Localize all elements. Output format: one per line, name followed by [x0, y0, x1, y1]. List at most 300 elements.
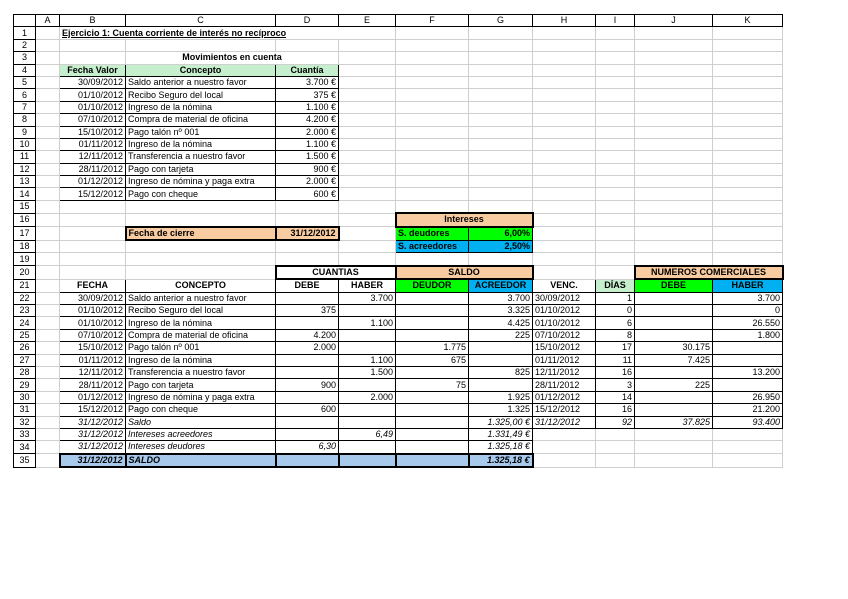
- cell[interactable]: [596, 27, 635, 39]
- row-header[interactable]: 10: [14, 138, 36, 150]
- cell[interactable]: [396, 188, 469, 200]
- row-header[interactable]: 19: [14, 253, 36, 266]
- main-haber[interactable]: 1.100: [339, 317, 396, 329]
- deudores-fecha[interactable]: 31/12/2012: [60, 441, 126, 454]
- movimientos-title[interactable]: Movimientos en cuenta: [126, 52, 339, 64]
- cell[interactable]: [713, 138, 783, 150]
- cell[interactable]: [36, 253, 60, 266]
- main-nc-debe[interactable]: [635, 404, 713, 416]
- cell[interactable]: [635, 76, 713, 88]
- main-venc[interactable]: 07/10/2012: [533, 329, 596, 341]
- cell[interactable]: [533, 76, 596, 88]
- main-deudor[interactable]: 75: [396, 379, 469, 391]
- main-venc[interactable]: 28/11/2012: [533, 379, 596, 391]
- cell[interactable]: [635, 454, 713, 467]
- cell[interactable]: [396, 114, 469, 126]
- row-header[interactable]: 3: [14, 52, 36, 64]
- cell[interactable]: [533, 188, 596, 200]
- main-dias[interactable]: 3: [596, 379, 635, 391]
- main-fecha[interactable]: 12/11/2012: [60, 366, 126, 378]
- cell[interactable]: [339, 188, 396, 200]
- cell[interactable]: [36, 114, 60, 126]
- main-venc[interactable]: 01/10/2012: [533, 304, 596, 316]
- mov-concepto[interactable]: Ingreso de la nómina: [126, 101, 276, 113]
- acreedores-label[interactable]: S. acreedores: [396, 240, 469, 253]
- main-debe[interactable]: [276, 354, 339, 366]
- saldo-deudor[interactable]: [396, 416, 469, 428]
- cell[interactable]: [469, 200, 533, 213]
- row-header[interactable]: 5: [14, 76, 36, 88]
- cell[interactable]: [36, 329, 60, 341]
- row-header[interactable]: 8: [14, 114, 36, 126]
- main-fecha[interactable]: 01/11/2012: [60, 354, 126, 366]
- cell[interactable]: [713, 200, 783, 213]
- cell[interactable]: [635, 114, 713, 126]
- row-header[interactable]: 9: [14, 126, 36, 138]
- cell[interactable]: [713, 428, 783, 440]
- cell[interactable]: [469, 176, 533, 188]
- cell[interactable]: [36, 391, 60, 403]
- main-dias[interactable]: 0: [596, 304, 635, 316]
- row-header[interactable]: 1: [14, 27, 36, 39]
- mov-cuantia[interactable]: 375 €: [276, 89, 339, 101]
- cell[interactable]: [60, 213, 126, 226]
- saldo-concepto[interactable]: Saldo: [126, 416, 276, 428]
- mov-fecha[interactable]: 01/11/2012: [60, 138, 126, 150]
- final-debe[interactable]: [276, 454, 339, 467]
- cell[interactable]: [713, 39, 783, 51]
- cell[interactable]: [635, 27, 713, 39]
- row-header[interactable]: 29: [14, 379, 36, 391]
- cell[interactable]: [339, 101, 396, 113]
- cell[interactable]: [596, 266, 635, 279]
- cell[interactable]: [713, 52, 783, 64]
- cell[interactable]: [36, 27, 60, 39]
- main-nc-haber[interactable]: 26.550: [713, 317, 783, 329]
- cell[interactable]: [635, 253, 713, 266]
- mov-fecha[interactable]: 01/12/2012: [60, 176, 126, 188]
- main-nc-debe[interactable]: [635, 304, 713, 316]
- main-deudor[interactable]: 675: [396, 354, 469, 366]
- main-haber[interactable]: 3.700: [339, 292, 396, 304]
- cell[interactable]: [36, 304, 60, 316]
- cell[interactable]: [339, 151, 396, 163]
- header-fecha-valor[interactable]: Fecha Valor: [60, 64, 126, 76]
- cell[interactable]: [533, 39, 596, 51]
- deudores-debe[interactable]: 6,30: [276, 441, 339, 454]
- cell[interactable]: [533, 126, 596, 138]
- main-haber[interactable]: [339, 329, 396, 341]
- deudores-deudor[interactable]: [396, 441, 469, 454]
- cell[interactable]: [469, 126, 533, 138]
- main-concepto[interactable]: Ingreso de nómina y paga extra: [126, 391, 276, 403]
- mov-cuantia[interactable]: 1.100 €: [276, 138, 339, 150]
- cell[interactable]: [533, 227, 596, 240]
- main-nc-debe[interactable]: [635, 317, 713, 329]
- cell[interactable]: [713, 227, 783, 240]
- main-haber[interactable]: [339, 379, 396, 391]
- cell[interactable]: [635, 428, 713, 440]
- main-acreedor[interactable]: 3.325: [469, 304, 533, 316]
- main-concepto[interactable]: Saldo anterior a nuestro favor: [126, 292, 276, 304]
- cell[interactable]: [596, 39, 635, 51]
- column-header[interactable]: C: [126, 15, 276, 27]
- final-acreedor[interactable]: 1.325,18 €: [469, 454, 533, 467]
- cell[interactable]: [596, 441, 635, 454]
- column-header[interactable]: A: [36, 15, 60, 27]
- cell[interactable]: [60, 200, 126, 213]
- cell[interactable]: [596, 227, 635, 240]
- main-nc-debe[interactable]: 7.425: [635, 354, 713, 366]
- header-debe[interactable]: DEBE: [276, 279, 339, 292]
- main-acreedor[interactable]: 1.925: [469, 391, 533, 403]
- mov-fecha[interactable]: 12/11/2012: [60, 151, 126, 163]
- main-acreedor[interactable]: 4.425: [469, 317, 533, 329]
- cell[interactable]: [36, 227, 60, 240]
- main-fecha[interactable]: 15/10/2012: [60, 342, 126, 354]
- cell[interactable]: [635, 240, 713, 253]
- cell[interactable]: [713, 101, 783, 113]
- cell[interactable]: [469, 163, 533, 175]
- cell[interactable]: [396, 151, 469, 163]
- deudores-label[interactable]: S. deudores: [396, 227, 469, 240]
- cell[interactable]: [396, 126, 469, 138]
- main-acreedor[interactable]: 225: [469, 329, 533, 341]
- mov-fecha[interactable]: 15/10/2012: [60, 126, 126, 138]
- main-nc-haber[interactable]: 0: [713, 304, 783, 316]
- cell[interactable]: [36, 342, 60, 354]
- intereses-title[interactable]: Intereses: [396, 213, 533, 226]
- header-cuantias[interactable]: CUANTIAS: [276, 266, 396, 279]
- saldo-venc[interactable]: 31/12/2012: [533, 416, 596, 428]
- cell[interactable]: [533, 101, 596, 113]
- header-nc-debe[interactable]: DEBE: [635, 279, 713, 292]
- main-haber[interactable]: 1.100: [339, 354, 396, 366]
- mov-cuantia[interactable]: 900 €: [276, 163, 339, 175]
- deudores-haber[interactable]: [339, 441, 396, 454]
- main-nc-debe[interactable]: [635, 329, 713, 341]
- row-header[interactable]: 32: [14, 416, 36, 428]
- main-debe[interactable]: 900: [276, 379, 339, 391]
- header-nc-haber[interactable]: HABER: [713, 279, 783, 292]
- cell[interactable]: [635, 89, 713, 101]
- main-haber[interactable]: [339, 342, 396, 354]
- main-concepto[interactable]: Ingreso de la nómina: [126, 317, 276, 329]
- cell[interactable]: [469, 89, 533, 101]
- main-nc-haber[interactable]: 13.200: [713, 366, 783, 378]
- row-header[interactable]: 11: [14, 151, 36, 163]
- main-venc[interactable]: 12/11/2012: [533, 366, 596, 378]
- deudores-value[interactable]: 6,00%: [469, 227, 533, 240]
- main-dias[interactable]: 8: [596, 329, 635, 341]
- main-haber[interactable]: 2.000: [339, 391, 396, 403]
- row-header[interactable]: 34: [14, 441, 36, 454]
- cell[interactable]: [713, 163, 783, 175]
- row-header[interactable]: 23: [14, 304, 36, 316]
- main-fecha[interactable]: 15/12/2012: [60, 404, 126, 416]
- acreedores-fecha[interactable]: 31/12/2012: [60, 428, 126, 440]
- main-acreedor[interactable]: [469, 379, 533, 391]
- cell[interactable]: [533, 266, 596, 279]
- main-acreedor[interactable]: [469, 342, 533, 354]
- mov-cuantia[interactable]: 3.700 €: [276, 76, 339, 88]
- main-dias[interactable]: 16: [596, 366, 635, 378]
- cell[interactable]: [533, 114, 596, 126]
- acreedores-value[interactable]: 2,50%: [469, 240, 533, 253]
- final-fecha[interactable]: 31/12/2012: [60, 454, 126, 467]
- row-header[interactable]: 21: [14, 279, 36, 292]
- row-header[interactable]: 12: [14, 163, 36, 175]
- row-header[interactable]: 24: [14, 317, 36, 329]
- cell[interactable]: [596, 138, 635, 150]
- row-header[interactable]: 33: [14, 428, 36, 440]
- cell[interactable]: [36, 126, 60, 138]
- column-header[interactable]: H: [533, 15, 596, 27]
- cell[interactable]: [339, 114, 396, 126]
- cell[interactable]: [469, 39, 533, 51]
- cell[interactable]: [469, 76, 533, 88]
- cell[interactable]: [36, 366, 60, 378]
- main-concepto[interactable]: Recibo Seguro del local: [126, 304, 276, 316]
- column-header[interactable]: E: [339, 15, 396, 27]
- cell[interactable]: [60, 240, 126, 253]
- main-deudor[interactable]: [396, 292, 469, 304]
- header-concepto[interactable]: Concepto: [126, 64, 276, 76]
- cell[interactable]: [396, 163, 469, 175]
- cell[interactable]: [533, 240, 596, 253]
- cell[interactable]: [596, 76, 635, 88]
- cell[interactable]: [713, 454, 783, 467]
- main-haber[interactable]: [339, 304, 396, 316]
- main-debe[interactable]: 375: [276, 304, 339, 316]
- row-header[interactable]: 35: [14, 454, 36, 467]
- cell[interactable]: [596, 151, 635, 163]
- main-haber[interactable]: 1.500: [339, 366, 396, 378]
- sheet-title[interactable]: Ejercicio 1: Cuenta corriente de interés no recíproco: [60, 27, 396, 39]
- cell[interactable]: [533, 52, 596, 64]
- saldo-dias[interactable]: 92: [596, 416, 635, 428]
- main-acreedor[interactable]: 1.325: [469, 404, 533, 416]
- acreedores-deudor[interactable]: [396, 428, 469, 440]
- saldo-nc-debe[interactable]: 37.825: [635, 416, 713, 428]
- cell[interactable]: [36, 89, 60, 101]
- cell[interactable]: [713, 213, 783, 226]
- cell[interactable]: [635, 151, 713, 163]
- main-debe[interactable]: [276, 391, 339, 403]
- cell[interactable]: [635, 126, 713, 138]
- cell[interactable]: [36, 52, 60, 64]
- cell[interactable]: [36, 138, 60, 150]
- column-header[interactable]: D: [276, 15, 339, 27]
- cell[interactable]: [36, 151, 60, 163]
- cell[interactable]: [596, 126, 635, 138]
- column-header[interactable]: G: [469, 15, 533, 27]
- cell[interactable]: [36, 404, 60, 416]
- main-concepto[interactable]: Pago con cheque: [126, 404, 276, 416]
- cell[interactable]: [713, 240, 783, 253]
- cell[interactable]: [339, 253, 396, 266]
- acreedores-acreedor[interactable]: 1.331,49 €: [469, 428, 533, 440]
- saldo-fecha[interactable]: 31/12/2012: [60, 416, 126, 428]
- cell[interactable]: [596, 200, 635, 213]
- cell[interactable]: [36, 200, 60, 213]
- header-saldo[interactable]: SALDO: [396, 266, 533, 279]
- select-all-corner[interactable]: [14, 15, 36, 27]
- cell[interactable]: [276, 213, 339, 226]
- cell[interactable]: [36, 101, 60, 113]
- main-haber[interactable]: [339, 404, 396, 416]
- main-nc-haber[interactable]: [713, 379, 783, 391]
- main-dias[interactable]: 17: [596, 342, 635, 354]
- saldo-acreedor[interactable]: 1.325,00 €: [469, 416, 533, 428]
- mov-cuantia[interactable]: 600 €: [276, 188, 339, 200]
- main-nc-debe[interactable]: [635, 366, 713, 378]
- cell[interactable]: [126, 240, 276, 253]
- cell[interactable]: [596, 253, 635, 266]
- main-venc[interactable]: 01/12/2012: [533, 391, 596, 403]
- cell[interactable]: [533, 454, 596, 467]
- fecha-cierre-label[interactable]: Fecha de cierre: [126, 227, 276, 240]
- cell[interactable]: [469, 151, 533, 163]
- main-nc-haber[interactable]: 3.700: [713, 292, 783, 304]
- mov-cuantia[interactable]: 4.200 €: [276, 114, 339, 126]
- mov-cuantia[interactable]: 2.000 €: [276, 126, 339, 138]
- row-header[interactable]: 2: [14, 39, 36, 51]
- main-debe[interactable]: [276, 292, 339, 304]
- acreedores-concepto[interactable]: Intereses acreedores: [126, 428, 276, 440]
- final-deudor[interactable]: [396, 454, 469, 467]
- row-header[interactable]: 22: [14, 292, 36, 304]
- cell[interactable]: [396, 39, 469, 51]
- cell[interactable]: [533, 89, 596, 101]
- cell[interactable]: [396, 138, 469, 150]
- main-nc-debe[interactable]: [635, 391, 713, 403]
- cell[interactable]: [596, 188, 635, 200]
- cell[interactable]: [596, 163, 635, 175]
- cell[interactable]: [533, 441, 596, 454]
- cell[interactable]: [126, 39, 276, 51]
- mov-concepto[interactable]: Compra de material de oficina: [126, 114, 276, 126]
- cell[interactable]: [276, 200, 339, 213]
- cell[interactable]: [339, 240, 396, 253]
- main-nc-debe[interactable]: 225: [635, 379, 713, 391]
- main-nc-haber[interactable]: 1.800: [713, 329, 783, 341]
- cell[interactable]: [276, 39, 339, 51]
- main-deudor[interactable]: [396, 404, 469, 416]
- header-dias[interactable]: DÍAS: [596, 279, 635, 292]
- cell[interactable]: [469, 52, 533, 64]
- main-deudor[interactable]: [396, 329, 469, 341]
- column-header[interactable]: K: [713, 15, 783, 27]
- cell[interactable]: [635, 441, 713, 454]
- cell[interactable]: [396, 64, 469, 76]
- cell[interactable]: [339, 89, 396, 101]
- cell[interactable]: [713, 64, 783, 76]
- mov-concepto[interactable]: Pago con tarjeta: [126, 163, 276, 175]
- cell[interactable]: [36, 240, 60, 253]
- mov-fecha[interactable]: 01/10/2012: [60, 101, 126, 113]
- cell[interactable]: [533, 253, 596, 266]
- cell[interactable]: [635, 52, 713, 64]
- main-nc-debe[interactable]: [635, 292, 713, 304]
- cell[interactable]: [396, 52, 469, 64]
- cell[interactable]: [533, 176, 596, 188]
- main-fecha[interactable]: 07/10/2012: [60, 329, 126, 341]
- cell[interactable]: [635, 200, 713, 213]
- main-deudor[interactable]: [396, 366, 469, 378]
- main-fecha[interactable]: 30/09/2012: [60, 292, 126, 304]
- mov-concepto[interactable]: Ingreso de la nómina: [126, 138, 276, 150]
- row-header[interactable]: 30: [14, 391, 36, 403]
- cell[interactable]: [533, 151, 596, 163]
- header-acreedor[interactable]: ACREEDOR: [469, 279, 533, 292]
- cell[interactable]: [396, 200, 469, 213]
- saldo-debe[interactable]: [276, 416, 339, 428]
- row-header[interactable]: 7: [14, 101, 36, 113]
- cell[interactable]: [533, 213, 596, 226]
- main-nc-debe[interactable]: 30.175: [635, 342, 713, 354]
- row-header[interactable]: 17: [14, 227, 36, 240]
- cell[interactable]: [635, 188, 713, 200]
- saldo-nc-haber[interactable]: 93.400: [713, 416, 783, 428]
- main-deudor[interactable]: 1.775: [396, 342, 469, 354]
- cell[interactable]: [635, 227, 713, 240]
- cell[interactable]: [635, 213, 713, 226]
- final-concepto[interactable]: SALDO: [126, 454, 276, 467]
- main-nc-haber[interactable]: 21.200: [713, 404, 783, 416]
- cell[interactable]: [469, 64, 533, 76]
- cell[interactable]: [36, 416, 60, 428]
- cell[interactable]: [339, 138, 396, 150]
- cell[interactable]: [36, 213, 60, 226]
- cell[interactable]: [126, 253, 276, 266]
- cell[interactable]: [339, 213, 396, 226]
- cell[interactable]: [339, 163, 396, 175]
- cell[interactable]: [339, 76, 396, 88]
- cell[interactable]: [36, 266, 60, 279]
- row-header[interactable]: 16: [14, 213, 36, 226]
- main-venc[interactable]: 15/12/2012: [533, 404, 596, 416]
- cell[interactable]: [36, 354, 60, 366]
- cell[interactable]: [469, 188, 533, 200]
- cell[interactable]: [396, 76, 469, 88]
- acreedores-haber[interactable]: 6,49: [339, 428, 396, 440]
- main-debe[interactable]: [276, 317, 339, 329]
- row-header[interactable]: 28: [14, 366, 36, 378]
- cell[interactable]: [713, 27, 783, 39]
- cell[interactable]: [339, 39, 396, 51]
- main-acreedor[interactable]: 3.700: [469, 292, 533, 304]
- cell[interactable]: [596, 428, 635, 440]
- acreedores-debe[interactable]: [276, 428, 339, 440]
- main-venc[interactable]: 30/09/2012: [533, 292, 596, 304]
- main-concepto[interactable]: Compra de material de oficina: [126, 329, 276, 341]
- cell[interactable]: [596, 176, 635, 188]
- row-header[interactable]: 6: [14, 89, 36, 101]
- column-header[interactable]: B: [60, 15, 126, 27]
- row-header[interactable]: 27: [14, 354, 36, 366]
- main-concepto[interactable]: Transferencia a nuestro favor: [126, 366, 276, 378]
- main-debe[interactable]: 4.200: [276, 329, 339, 341]
- cell[interactable]: [596, 240, 635, 253]
- cell[interactable]: [469, 138, 533, 150]
- cell[interactable]: [36, 428, 60, 440]
- cell[interactable]: [713, 114, 783, 126]
- cell[interactable]: [339, 176, 396, 188]
- cell[interactable]: [533, 138, 596, 150]
- main-venc[interactable]: 15/10/2012: [533, 342, 596, 354]
- cell[interactable]: [635, 163, 713, 175]
